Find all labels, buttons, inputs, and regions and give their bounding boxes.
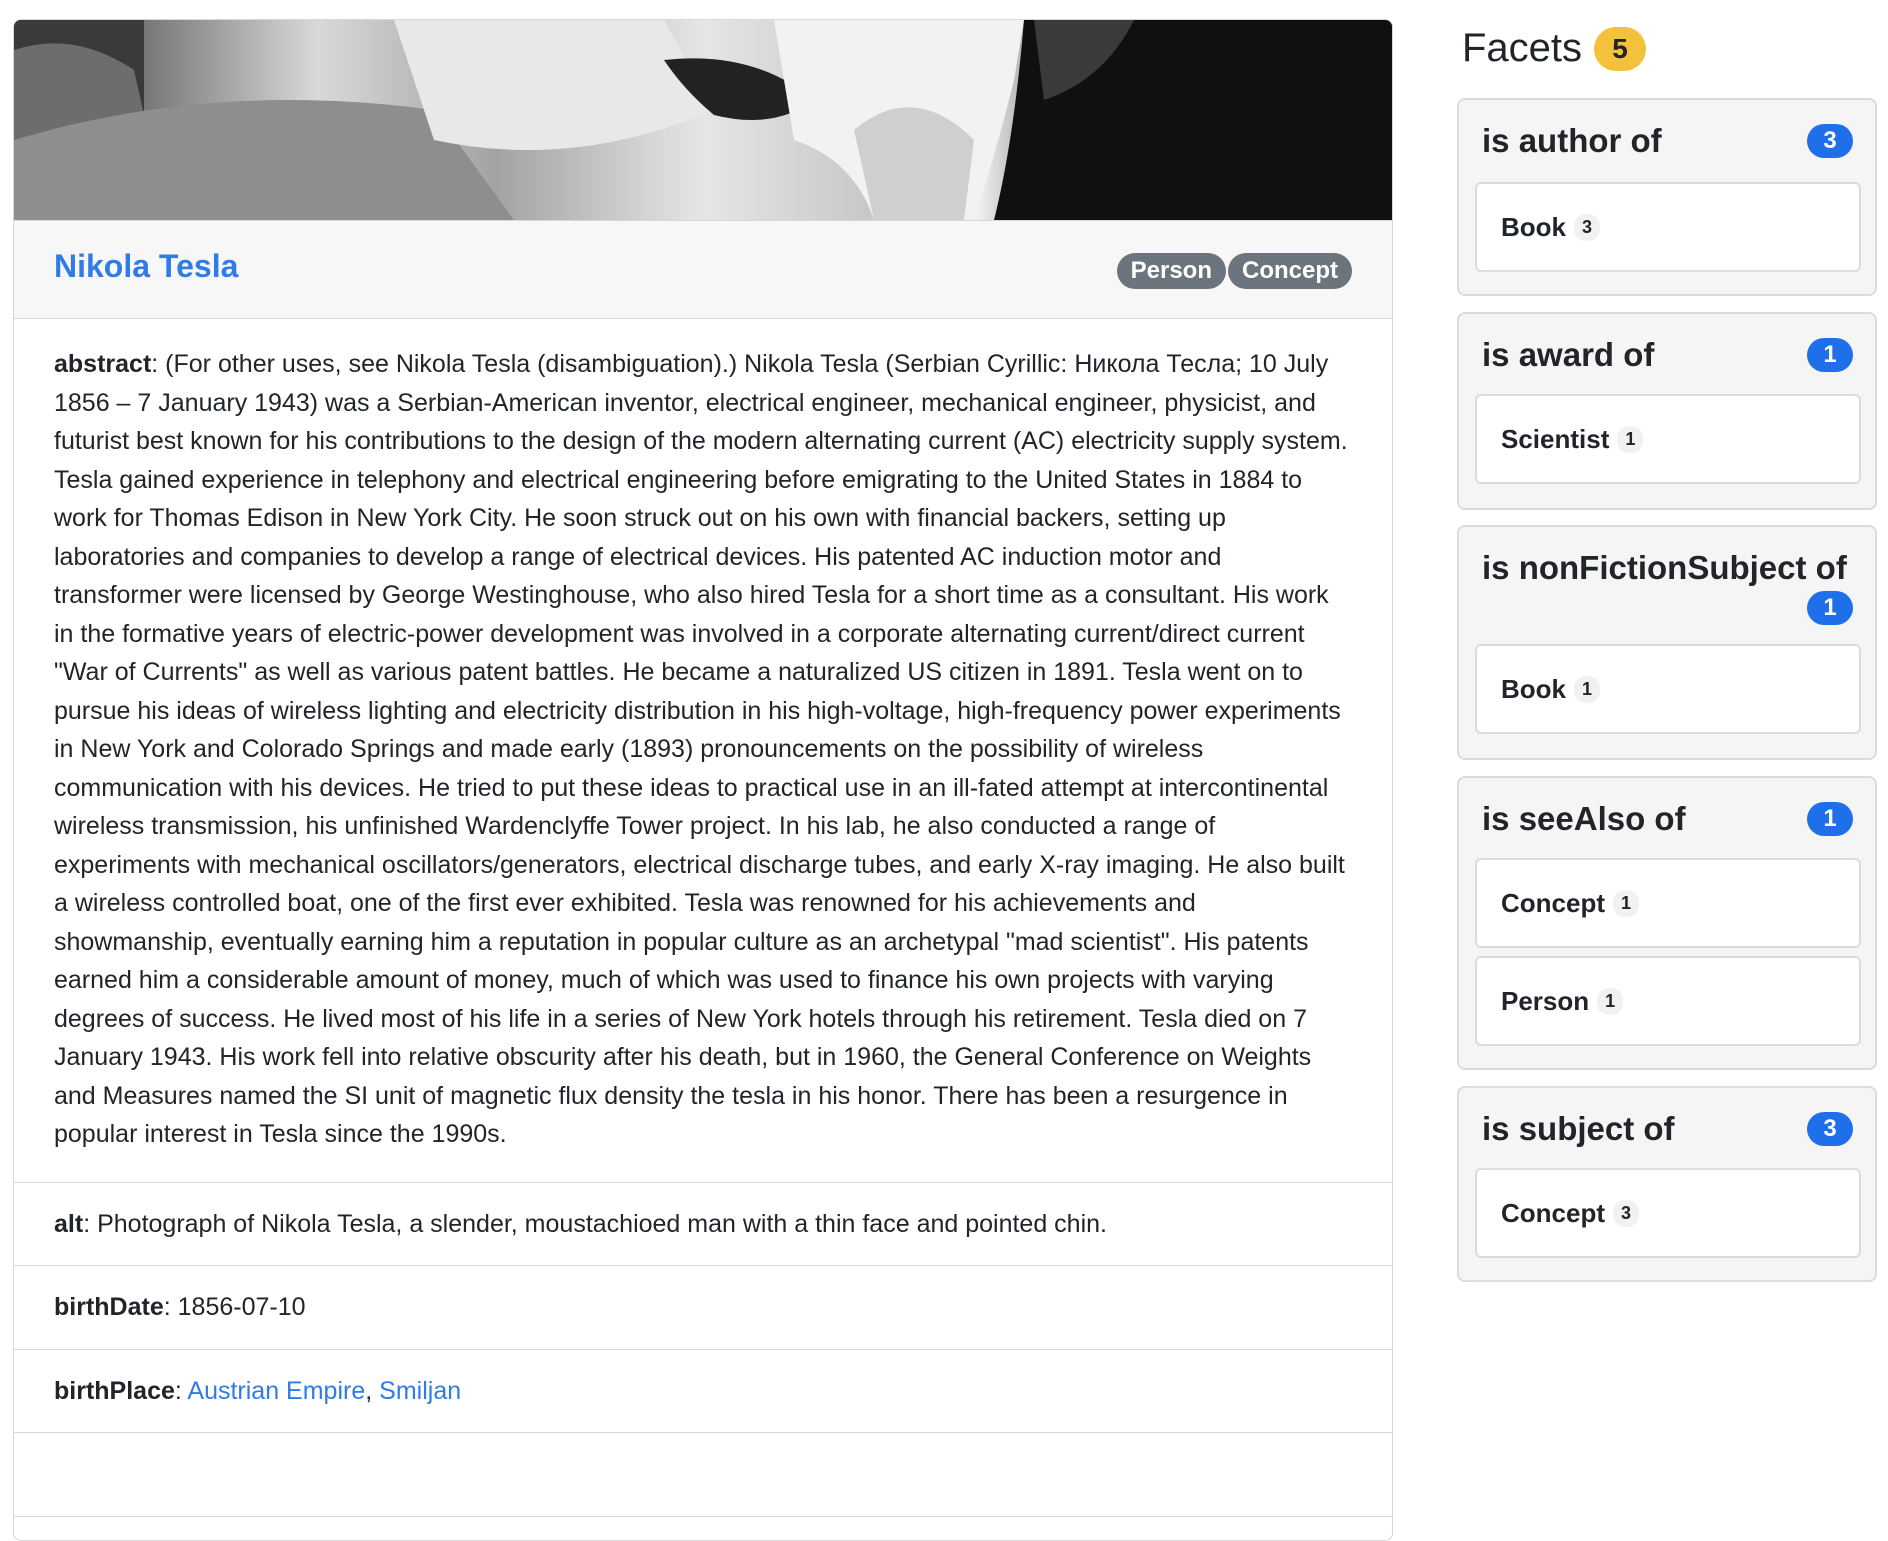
property-name: birthPlace [54, 1376, 175, 1405]
facet-item-count: 3 [1574, 214, 1600, 241]
entity-card [13, 19, 1393, 1541]
facet-is-subject-of [1457, 1086, 1877, 1282]
facet-count-badge: 1 [1807, 338, 1853, 372]
facet-item-book[interactable] [1475, 182, 1861, 272]
facet-count-badge: 1 [1807, 802, 1853, 836]
property-name: abstract [54, 350, 152, 378]
facet-item-count: 3 [1613, 1200, 1639, 1227]
facets-header [1462, 26, 1646, 71]
facets-title: Facets [1462, 26, 1583, 70]
facet-item-label: Book [1501, 211, 1566, 242]
type-badge-concept[interactable]: Concept [1228, 253, 1352, 289]
type-badges [1117, 253, 1352, 289]
facet-is-nonfictionsubject-of [1457, 525, 1877, 760]
property-value: (For other uses, see Nikola Tesla (disambiguation).) Nikola Tesla (Serbian Cyrillic: Никола Тесла; 10 July 1856 – 7 January 1943) was a Serbian-American inventor, electrical engineer, mechanical engineer, physicist, and futurist best known for his contributions to the design of the modern alternating current (AC) electricity supply system. Tesla gained experience in telephony and electrical engineering before emigrating to the United States in 1884 to work for Thomas Edison in New York City. He soon struck out on his own with financial backers, setting up laboratories and companies to develop a range of electrical devices. His patented AC induction motor and transformer were licensed by George Westinghouse, who also hired Tesla for a short time as a consultant. His work in the formative years of electric-power development was involved in a corporate alternating current/direct current "War of Currents" as well as various patent battles. He became a naturalized US citizen in 1891. Tesla went on to pursue his ideas of wireless lighting and electricity distribution in his high-voltage, high-frequency power experiments in New York and Colorado Springs and made early (1893) pronouncements on the possibility of wireless communication with his devices. He tried to put these ideas to practical use in an ill-fated attempt at intercontinental wireless transmission, his unfinished Wardenclyffe Tower project. In his lab, he also conducted a range of experiments with mechanical oscillators/generators, electrical discharge tubes, and early X-ray imaging. He also built a wireless controlled boat, one of the first ever exhibited. Tesla was renowned for his achievements and showmanship, eventually earning him a reputation in popular culture as an archetypal "mad scientist". His patents earned him a considerable amount of money, much of which was used to finance his own projects with varying degrees of success. He lived most of his life in a series of New York hotels through his retirement. Tesla died on 7 January 1943. His work fell into relative obscurity after his death, but in 1960, the General Conference on Weights and Measures named the SI unit of magnetic flux density the tesla in his honor. There has been a resurgence in popular interest in Tesla since the 1990s. [54, 350, 1348, 1148]
facet-name: is author of [1482, 122, 1662, 159]
facet-is-award-of [1457, 312, 1877, 510]
facet-item-label: Book [1501, 673, 1566, 704]
entity-title-link[interactable]: Nikola Tesla [54, 248, 239, 284]
facet-item-count: 1 [1613, 890, 1639, 917]
property-alt: alt: Photograph of Nikola Tesla, a slender, moustachioed man with a thin face and pointed chin. [14, 1183, 1392, 1267]
property-value: Photograph of Nikola Tesla, a slender, moustachioed man with a thin face and pointed chin. [97, 1209, 1107, 1238]
facet-item-concept[interactable] [1475, 858, 1861, 948]
facet-item-label: Concept [1501, 1197, 1605, 1228]
facet-is-author-of [1457, 98, 1877, 296]
facet-name: is nonFictionSubject of [1482, 549, 1847, 586]
entity-photo [14, 20, 1392, 220]
photo-illustration [14, 20, 1392, 220]
card-header [14, 220, 1392, 319]
facets-count-badge: 5 [1594, 27, 1646, 71]
facet-count-badge: 3 [1807, 1112, 1853, 1146]
facet-count-badge: 3 [1807, 124, 1853, 158]
facet-count-badge: 1 [1807, 591, 1853, 625]
birthplace-link-smiljan[interactable]: Smiljan [379, 1376, 462, 1405]
facet-item-count: 1 [1597, 988, 1623, 1015]
property-value: 1856-07-10 [177, 1293, 306, 1321]
property-abstract: abstract: (For other uses, see Nikola Tesla (disambiguation).) Nikola Tesla (Serbian Cyrillic: Никола Тесла; 10 July 1856 – 7 January 1943) was a Serbian-American inventor, electrical engineer, mechanical engineer, physicist, and futurist best known for his contributions to the design of the modern alternating current (AC) electricity supply system. Tesla gained experience in telephony and electrical engineering before emigrating to the United States in 1884 to work for Thomas Edison in New York City. He soon struck out on his own with financial backers, setting up laboratories and companies to develop a range of electrical devices. His patented AC induction motor and transformer were licensed by George Westinghouse, who also hired Tesla for a short time as a consultant. His work in the formative years of electric-power development was involved in a corporate alternating current/direct current "War of Currents" as well as various patent battles. He became a naturalized US citizen in 1891. Tesla went on to pursue his ideas of wireless lighting and electricity distribution in his high-voltage, high-frequency power experiments in New York and Colorado Springs and made early (1893) pronouncements on the possibility of wireless communication with his devices. He tried to put these ideas to practical use in an ill-fated attempt at intercontinental wireless transmission, his unfinished Wardenclyffe Tower project. In his lab, he also conducted a range of experiments with mechanical oscillators/generators, electrical discharge tubes, and early X-ray imaging. He also built a wireless controlled boat, one of the first ever exhibited. Tesla was renowned for his achievements and showmanship, eventually earning him a reputation in popular culture as an archetypal "mad scientist". His patents earned him a considerable amount of money, much of which was used to finance his own projects with varying degrees of success. He lived most of his life in a series of New York hotels through his retirement. Tesla died on 7 January 1943. His work fell into relative obscurity after his death, but in 1960, the General Conference on Weights and Measures named the SI unit of magnetic flux density the tesla in his honor. There has been a resurgence in popular interest in Tesla since the 1990s. [14, 319, 1392, 1183]
property-birthdate: birthDate: 1856-07-10 [14, 1266, 1392, 1350]
property-name: alt [54, 1209, 84, 1238]
facet-item-label: Scientist [1501, 423, 1610, 454]
facet-name: is award of [1482, 336, 1655, 373]
facet-item-book[interactable] [1475, 644, 1861, 734]
facet-name: is subject of [1482, 1110, 1675, 1147]
facet-name: is seeAlso of [1482, 800, 1686, 837]
facet-item-count: 1 [1574, 676, 1600, 703]
facet-item-label: Person [1501, 985, 1590, 1016]
facet-item-count: 1 [1617, 426, 1643, 453]
property-name: birthDate [54, 1293, 164, 1321]
facet-item-label: Concept [1501, 887, 1605, 918]
property-birthplace: birthPlace: Austrian Empire, Smiljan [14, 1350, 1392, 1434]
birthplace-link-austrian-empire[interactable]: Austrian Empire [187, 1376, 366, 1405]
facet-item-scientist[interactable] [1475, 394, 1861, 484]
facet-item-person[interactable] [1475, 956, 1861, 1046]
property-next [14, 1433, 1392, 1517]
facet-is-seealso-of [1457, 776, 1877, 1070]
type-badge-person[interactable]: Person [1117, 253, 1226, 289]
facet-item-concept[interactable] [1475, 1168, 1861, 1258]
